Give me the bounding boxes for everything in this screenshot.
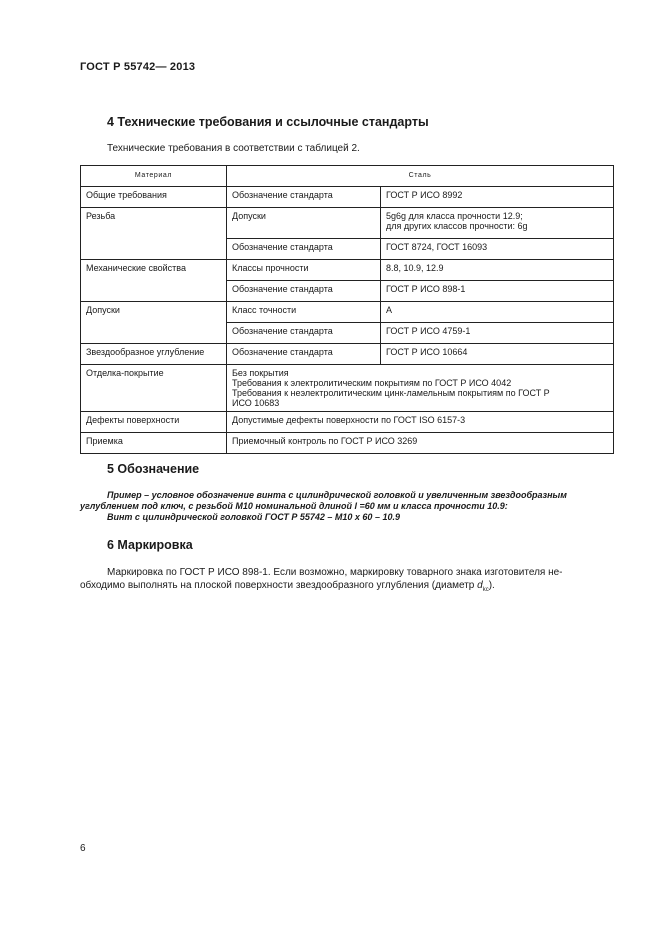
- table-row: [81, 187, 614, 208]
- diameter-symbol: d: [477, 580, 483, 591]
- row-param: Обозначение стандарта: [227, 323, 381, 344]
- section-5-title: 5 Обозначение: [107, 462, 200, 476]
- row-group: Допуски: [81, 302, 227, 344]
- column-header-steel: Сталь: [227, 166, 614, 187]
- designation-example: [80, 490, 616, 523]
- row-value: ГОСТ Р ИСО 10664: [381, 344, 614, 365]
- paragraph-end: ).: [488, 580, 495, 591]
- value-line: ИСО 10683: [232, 398, 280, 408]
- value-line: для других классов прочности: 6g: [386, 221, 528, 231]
- row-group: Общие требования: [81, 187, 227, 208]
- value-line: Требования к электролитическим покрытиям по ГОСТ Р ИСО 4042: [232, 378, 512, 388]
- row-value: ГОСТ Р ИСО 4759-1: [381, 323, 614, 344]
- row-value: ГОСТ Р ИСО 8992: [381, 187, 614, 208]
- paragraph-line: Маркировка по ГОСТ Р ИСО 898-1. Если возможно, маркировку товарного знака изготовителя не-: [107, 567, 563, 578]
- example-line: Пример – условное обозначение винта с цилиндрической головкой и увеличенным звездообразным: [107, 490, 567, 500]
- row-param: Классы прочности: [227, 260, 381, 281]
- row-group: Дефекты поверхности: [81, 412, 227, 433]
- value-line: 5g6g для класса прочности 12.9;: [386, 211, 523, 221]
- table-row: [81, 344, 614, 365]
- row-value: 8.8, 10.9, 12.9: [381, 260, 614, 281]
- document-header: ГОСТ Р 55742— 2013: [80, 61, 196, 73]
- row-param: Класс точности: [227, 302, 381, 323]
- requirements-table: [80, 165, 614, 454]
- row-group: Приемка: [81, 433, 227, 454]
- column-header-material: Материал: [81, 166, 227, 187]
- row-group: Звездообразное углубление: [81, 344, 227, 365]
- table-row: [81, 260, 614, 281]
- row-param: Обозначение стандарта: [227, 344, 381, 365]
- row-value: Допустимые дефекты поверхности по ГОСТ ISO 6157-3: [227, 412, 614, 433]
- row-param: Обозначение стандарта: [227, 281, 381, 302]
- row-value: [227, 365, 614, 412]
- example-designation: Винт с цилиндрической головкой ГОСТ Р 55742 – М10 х 60 – 10.9: [107, 512, 400, 522]
- table-header-row: [81, 166, 614, 187]
- diameter-subscript: kc: [482, 587, 489, 593]
- section-4-intro: Технические требования в соответствии с таблицей 2.: [107, 143, 360, 154]
- row-value: ГОСТ Р ИСО 898-1: [381, 281, 614, 302]
- marking-paragraph: [80, 566, 614, 597]
- page-number: 6: [80, 843, 86, 854]
- row-value: A: [381, 302, 614, 323]
- row-group: Механические свойства: [81, 260, 227, 302]
- section-6-title: 6 Маркировка: [107, 538, 193, 552]
- row-value: ГОСТ 8724, ГОСТ 16093: [381, 239, 614, 260]
- section-4-title: 4 Технические требования и ссылочные стандарты: [107, 115, 429, 129]
- value-line: Без покрытия: [232, 368, 289, 378]
- row-param: Допуски: [227, 208, 381, 239]
- row-group: Резьба: [81, 208, 227, 260]
- table-row: [81, 208, 614, 239]
- table-row: [81, 302, 614, 323]
- example-line: углублением под ключ, с резьбой М10 номинальной длиной l =60 мм и класса прочности 10.9:: [80, 501, 508, 511]
- table-row: [81, 433, 614, 454]
- table-row: [81, 412, 614, 433]
- row-value: Приемочный контроль по ГОСТ Р ИСО 3269: [227, 433, 614, 454]
- row-value: [381, 208, 614, 239]
- row-param: Обозначение стандарта: [227, 187, 381, 208]
- row-group: Отделка-покрытие: [81, 365, 227, 412]
- value-line: Требования к неэлектролитическим цинк-ламельным покрытиям по ГОСТ Р: [232, 388, 550, 398]
- table-row: [81, 365, 614, 412]
- paragraph-line: обходимо выполнять на плоской поверхности звездообразного углубления (диаметр: [80, 580, 478, 591]
- row-param: Обозначение стандарта: [227, 239, 381, 260]
